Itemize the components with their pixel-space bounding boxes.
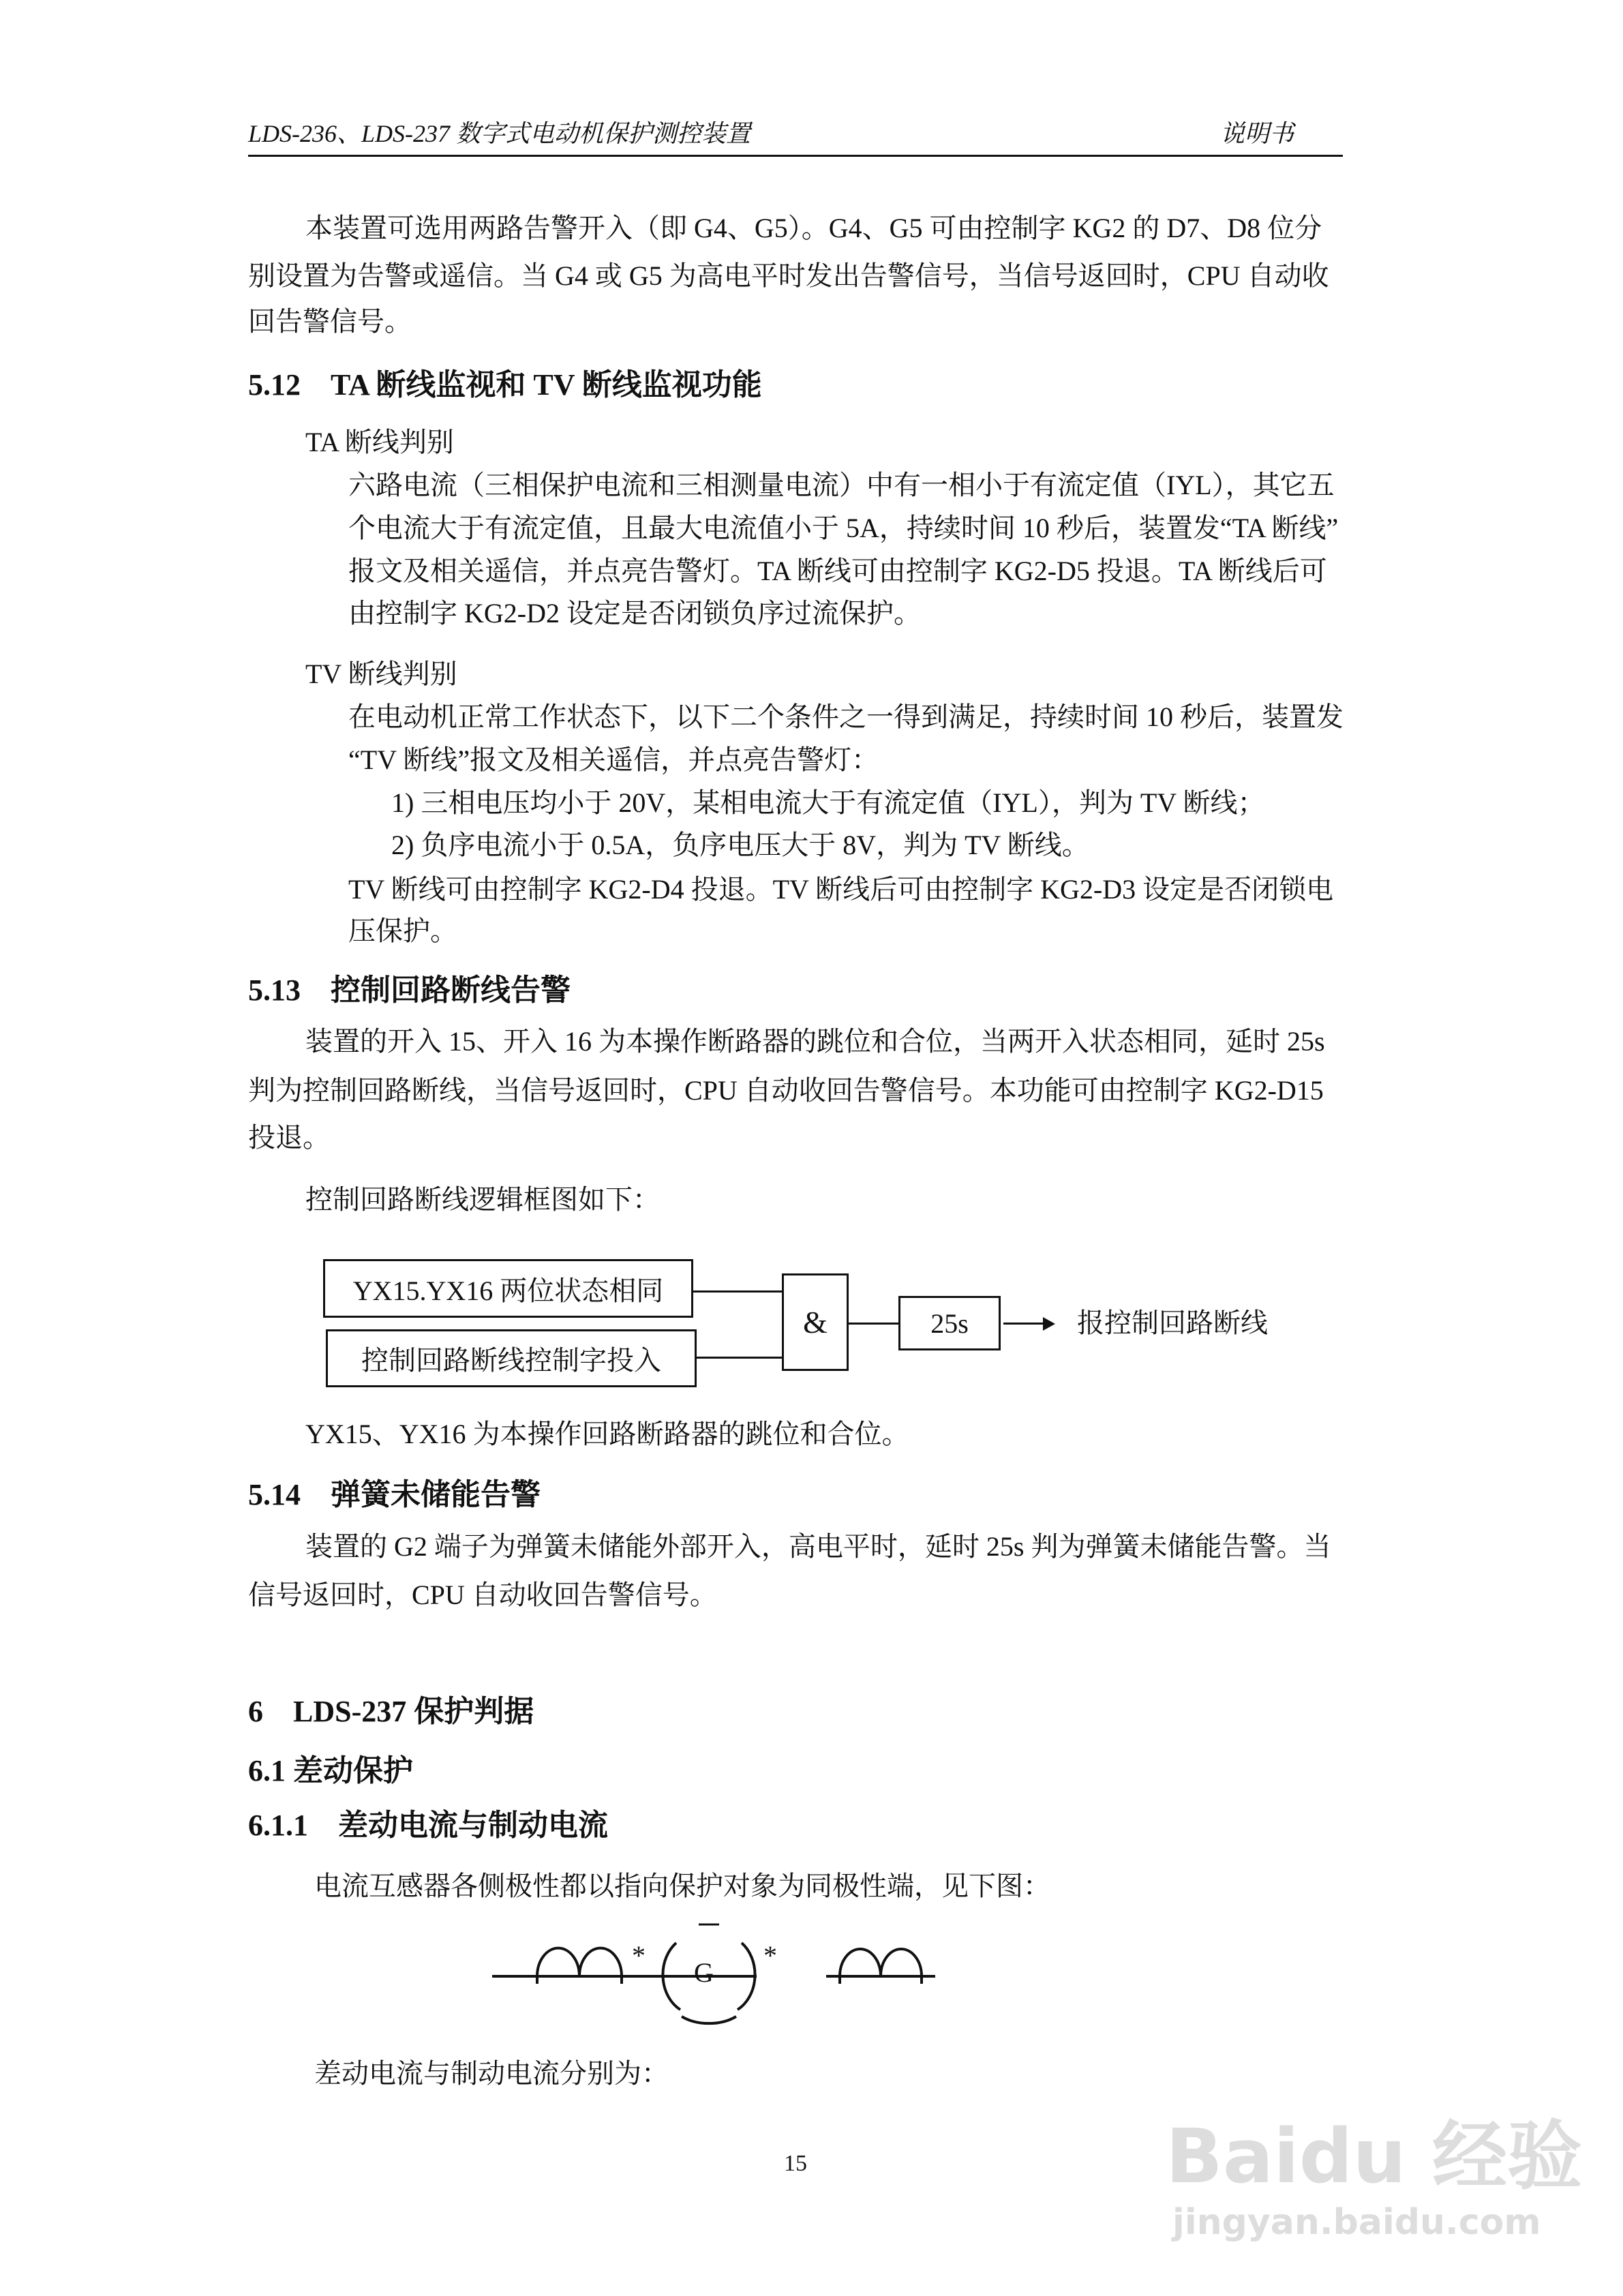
text-line: 差动电流与制动电流分别为： [314, 2058, 669, 2089]
chapter-heading: 6 LDS-237 保护判据 [248, 1695, 534, 1728]
text-line: 个电流大于有流定值，且最大电流值小于 5A，持续时间 10 秒后，装置发“TA 断线” [348, 513, 1339, 543]
ct-polarity-diagram [477, 1909, 954, 2045]
text-line: 控制回路断线逻辑框图如下： [305, 1184, 660, 1215]
polarity-mark: * [632, 1940, 646, 1971]
output-label: 报控制回路断线 [1077, 1308, 1268, 1338]
arrow-head-icon [1043, 1317, 1055, 1331]
text-line: TV 断线可由控制字 KG2-D4 投退。TV 断线后可由控制字 KG2-D3 设定是否闭锁电 [348, 874, 1334, 905]
watermark-logo: Baidu 经验 [1166, 2113, 1583, 2200]
list-item: 1) 三相电压均小于 20V，某相电流大于有流定值（IYL），判为 TV 断线； [391, 787, 1265, 818]
header-rule [248, 155, 1343, 157]
text-line: 装置的 G2 端子为弹簧未储能外部开入，高电平时，延时 25s 判为弹簧未储能告警。当 [305, 1531, 1331, 1562]
list-item: 2) 负序电流小于 0.5A，负序电压大于 8V，判为 TV 断线。 [391, 830, 1089, 860]
watermark-url: jingyan.baidu.com [1172, 2202, 1541, 2243]
text-line: 别设置为告警或遥信。当 G4 或 G5 为高电平时发出告警信号，当信号返回时，CPU 自动收 [248, 260, 1329, 291]
text-line: 压保护。 [348, 916, 457, 946]
text-line: 投退。 [248, 1122, 330, 1153]
text-line: 由控制字 KG2-D2 设定是否闭锁负序过流保护。 [348, 598, 921, 629]
text-line: 信号返回时，CPU 自动收回告警信号。 [248, 1580, 717, 1610]
connector-line [849, 1323, 898, 1325]
header-title: LDS-236、LDS-237 数字式电动机保护测控装置 [248, 120, 751, 147]
page-number: 15 [784, 2151, 807, 2176]
generator-label: G [694, 1957, 714, 1988]
subheading: TA 断线判别 [305, 427, 454, 457]
section-heading: 5.13 控制回路断线告警 [248, 973, 571, 1007]
section-heading: 6.1 差动保护 [248, 1754, 413, 1787]
coil-right-icon [840, 1949, 922, 1984]
polarity-mark: * [763, 1940, 777, 1971]
and-gate: & [782, 1273, 849, 1371]
header-right: 说明书 [1220, 120, 1294, 147]
arrow-line [1003, 1323, 1046, 1325]
delay-box: 25s [898, 1296, 1001, 1350]
text-line: 在电动机正常工作状态下，以下二个条件之一得到满足，持续时间 10 秒后，装置发 [348, 701, 1344, 732]
text-line: “TV 断线”报文及相关遥信，并点亮告警灯： [348, 744, 879, 775]
text-line: 电流互感器各侧极性都以指向保护对象为同极性端，见下图： [314, 1871, 1050, 1901]
text-line: 本装置可选用两路告警开入（即 G4、G5）。G4、G5 可由控制字 KG2 的 D7、D8 位分 [305, 213, 1322, 243]
coil-left-icon [537, 1948, 622, 1984]
text-line: 六路电流（三相保护电流和三相测量电流）中有一相小于有流定值（IYL），其它五 [348, 470, 1335, 500]
connector-line [693, 1290, 782, 1293]
text-line: 装置的开入 15、开入 16 为本操作断路器的跳位和合位，当两开入状态相同，延时 25s [305, 1026, 1325, 1057]
generator-arc-bottom [682, 2016, 736, 2023]
section-heading: 5.12 TA 断线监视和 TV 断线监视功能 [248, 368, 762, 402]
subsection-heading: 6.1.1 差动电流与制动电流 [248, 1809, 608, 1842]
subheading: TV 断线判别 [305, 659, 457, 689]
connector-line [697, 1357, 782, 1359]
input-box-2: 控制回路断线控制字投入 [326, 1329, 697, 1387]
text-line: 回告警信号。 [248, 306, 412, 337]
text-line: 判为控制回路断线，当信号返回时，CPU 自动收回告警信号。本功能可由控制字 KG2-D15 [248, 1075, 1324, 1106]
input-box-1: YX15.YX16 两位状态相同 [323, 1259, 693, 1318]
section-heading: 5.14 弹簧未储能告警 [248, 1478, 541, 1511]
text-line: YX15、YX16 为本操作回路断路器的跳位和合位。 [305, 1419, 909, 1449]
text-line: 报文及相关遥信，并点亮告警灯。TA 断线可由控制字 KG2-D5 投退。TA 断线后可 [348, 556, 1327, 586]
